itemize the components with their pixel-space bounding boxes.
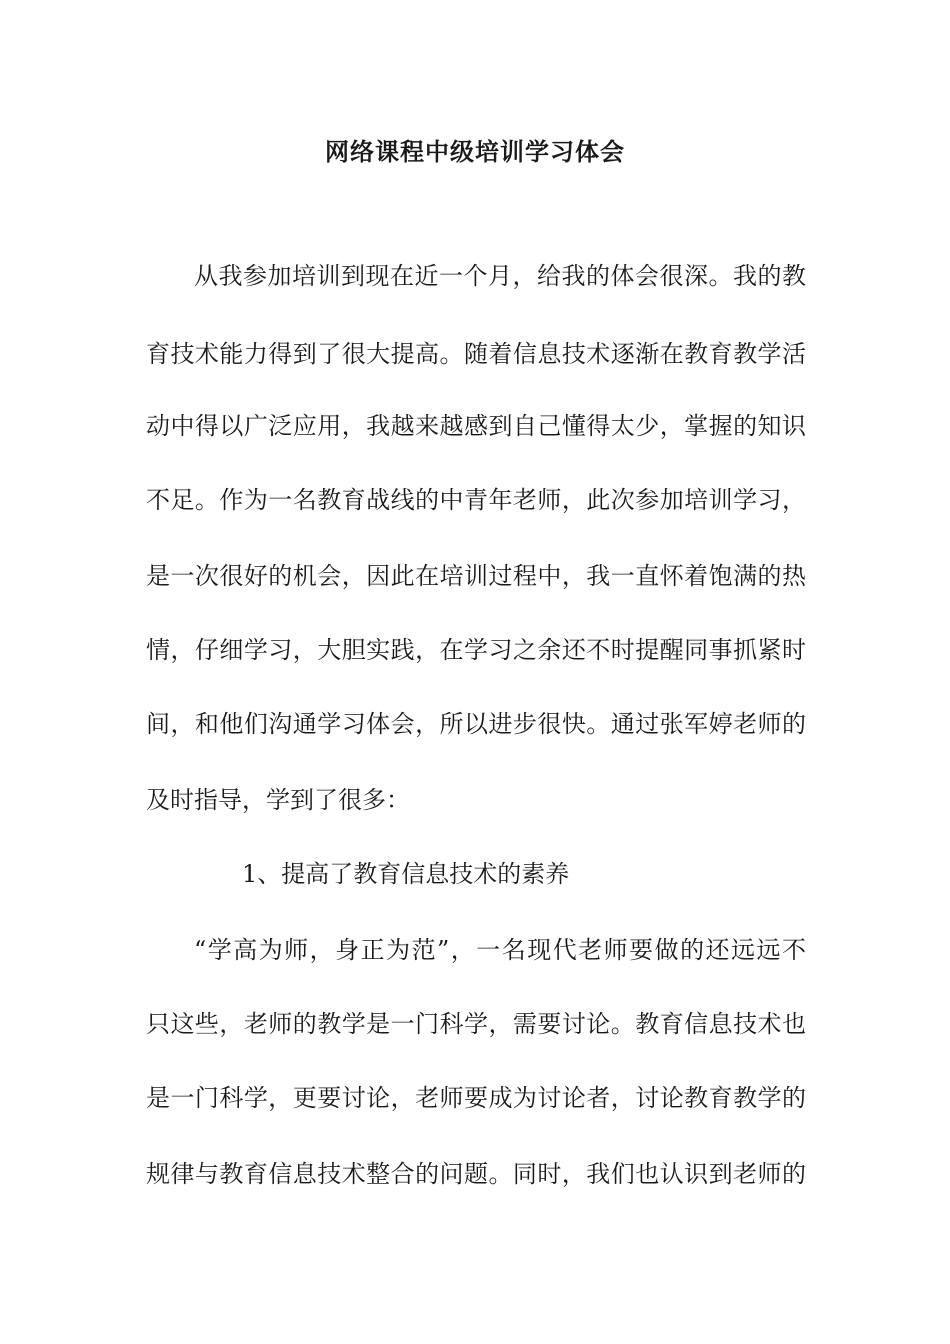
paragraph-line: 情，仔细学习，大胆实践，在学习之余还不时提醒同事抓紧时 [146,636,806,664]
paragraph-line: 动中得以广泛应用，我越来越感到自己懂得太少，掌握的知识 [146,412,806,440]
paragraph-line: 育技术能力得到了很大提高。随着信息技术逐渐在教育教学活 [146,340,806,368]
section-heading: 1、提高了教育信息技术的素养 [242,860,570,888]
paragraph-line: “学高为师，身正为范”，一名现代老师要做的还远远不 [194,936,806,964]
paragraph-line: 间，和他们沟通学习体会，所以进步很快。通过张军婷老师的 [146,710,806,738]
paragraph-line: 规律与教育信息技术整合的问题。同时，我们也认识到老师的 [146,1160,806,1188]
paragraph-line: 只这些，老师的教学是一门科学，需要讨论。教育信息技术也 [146,1010,806,1038]
paragraph-line: 是一次很好的机会，因此在培训过程中，我一直怀着饱满的热 [146,562,806,590]
paragraph-line: 是一门科学，更要讨论，老师要成为讨论者，讨论教育教学的 [146,1084,806,1112]
paragraph-line: 从我参加培训到现在近一个月，给我的体会很深。我的教 [194,262,806,290]
paragraph-line: 及时指导，学到了很多： [146,786,410,814]
document-title: 网络课程中级培训学习体会 [325,137,625,166]
paragraph-line: 不足。作为一名教育战线的中青年老师，此次参加培训学习， [146,486,806,514]
